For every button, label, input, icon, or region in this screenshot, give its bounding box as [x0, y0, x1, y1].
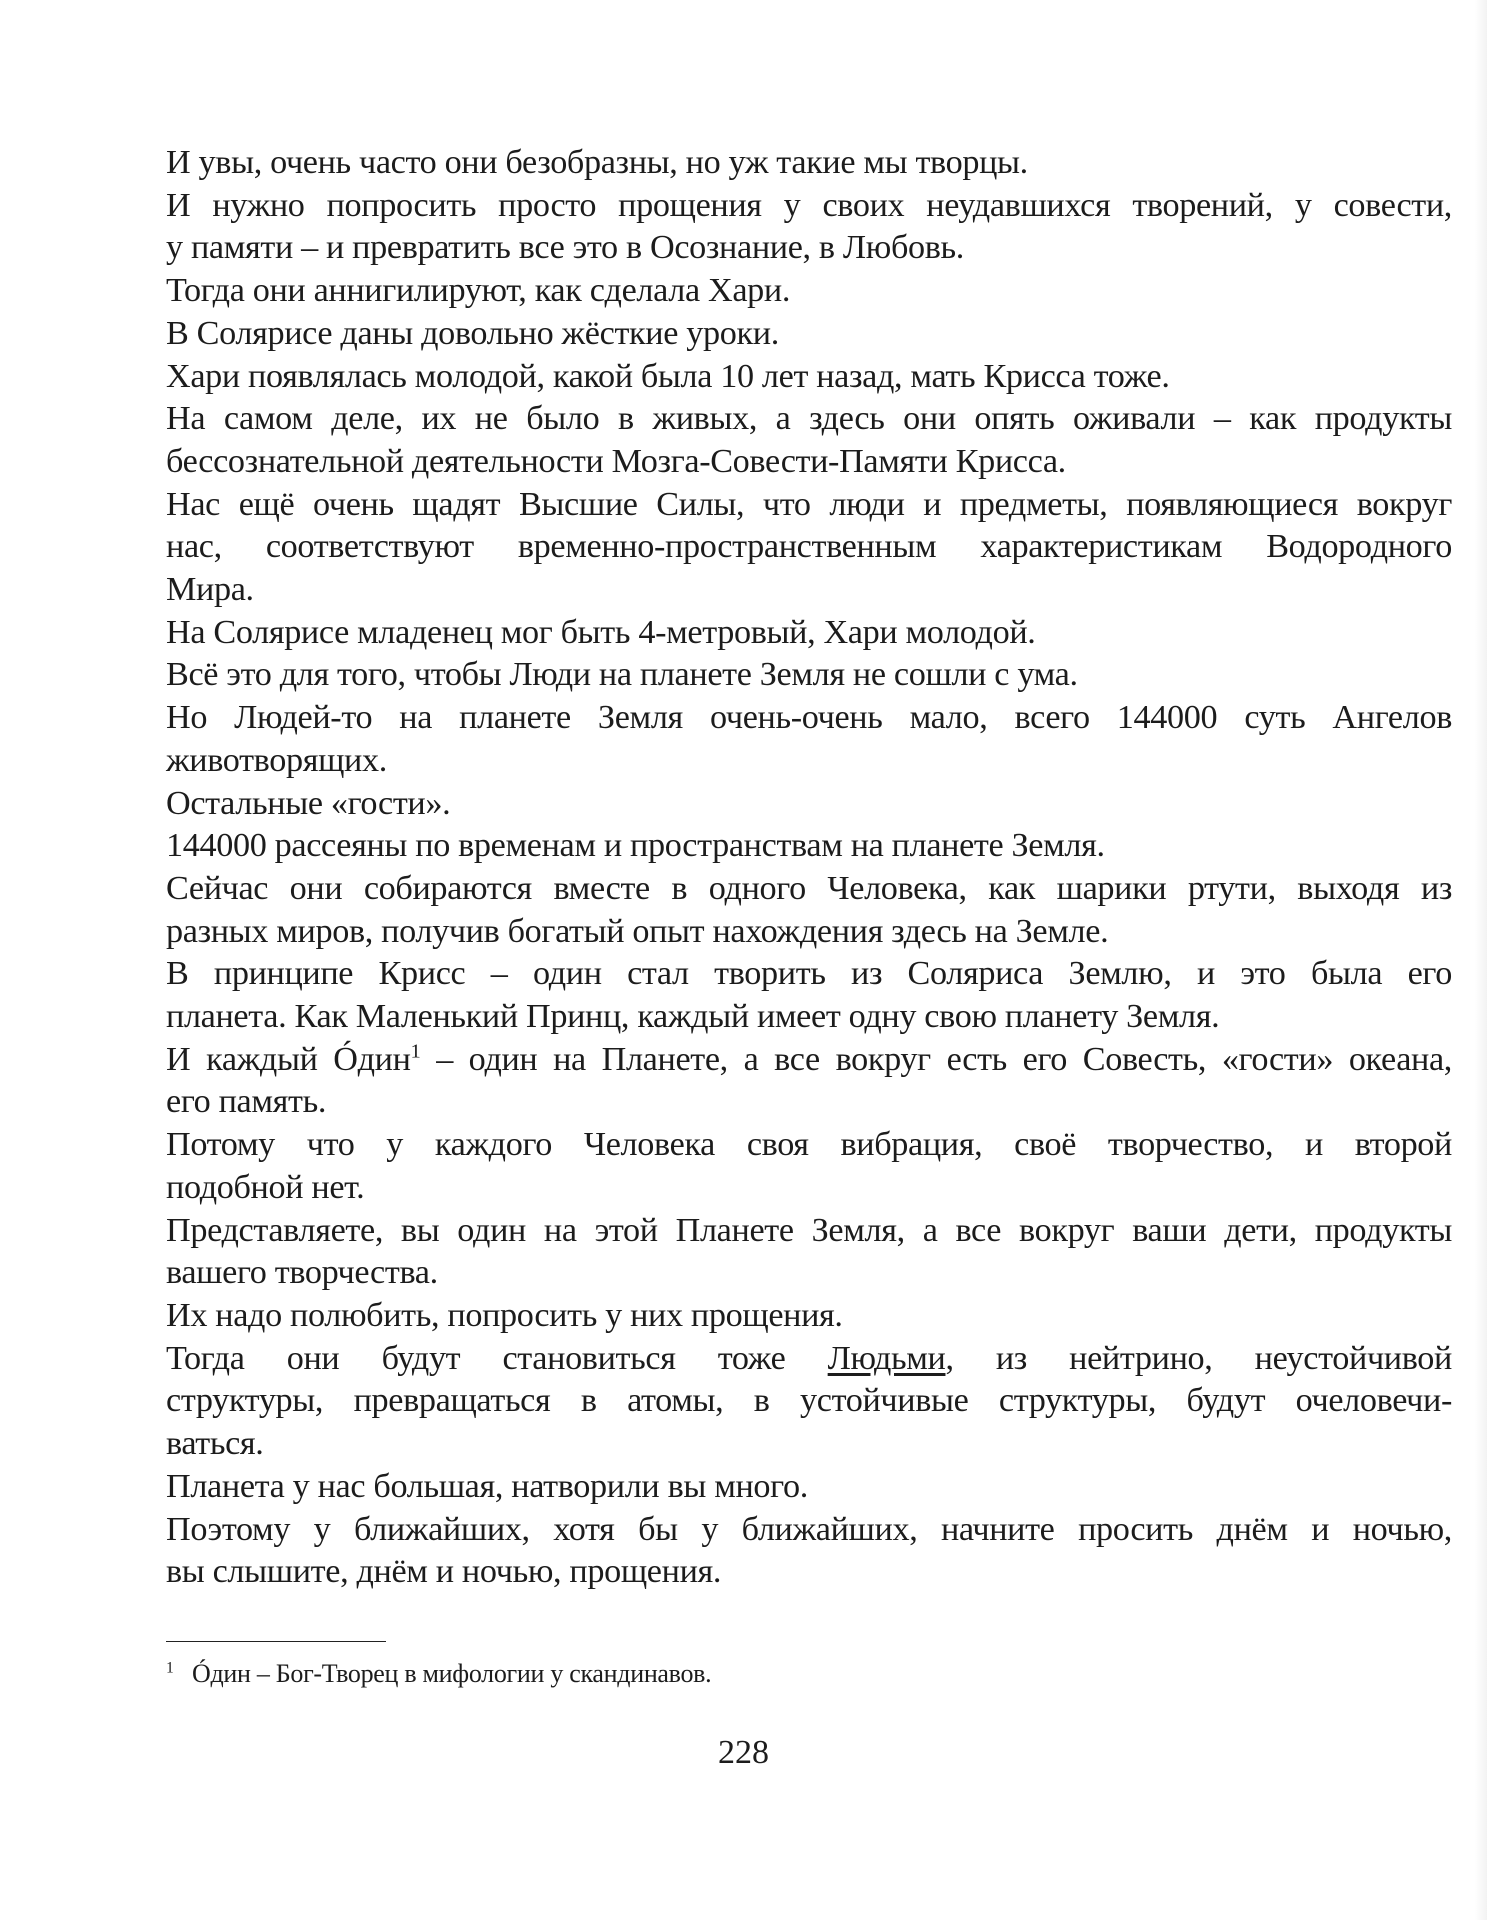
- text-line: вашего творчества.: [166, 1254, 438, 1292]
- text-line: В принципе Крисс – один стал творить из Соляриса Землю, и это была его: [166, 955, 1452, 993]
- paragraph: [166, 1039, 1452, 1124]
- text-line: И нужно попросить просто прощения у своих неудавшихся творений, у совести,: [166, 186, 1452, 224]
- footnote-text: Óдин – Бог-Творец в мифологии у скандинавов.: [192, 1659, 712, 1688]
- text-line: Мира.: [166, 571, 254, 609]
- text-line: разных миров, получив богатый опыт нахождения здесь на Земле.: [166, 912, 1109, 950]
- footnote: [166, 1658, 711, 1690]
- text-line: Потому что у каждого Человека своя вибрация, своё творчество, и второй: [166, 1126, 1452, 1164]
- text-line: Их надо полюбить, попросить у них прощения.: [166, 1296, 843, 1334]
- text-line: животворящих.: [166, 741, 387, 779]
- text-line: Поэтому у ближайших, хотя бы у ближайших, начните просить днём и ночью,: [166, 1510, 1452, 1548]
- text-line: На самом деле, их не было в живых, а здесь они опять оживали – как продукты: [166, 400, 1452, 438]
- text-line: планета. Как Маленький Принц, каждый имеет одну свою планету Земля.: [166, 998, 1220, 1036]
- paragraph: [166, 1295, 1452, 1338]
- text-line: ваться.: [166, 1425, 264, 1463]
- text-line: Хари появлялась молодой, какой была 10 лет назад, мать Крисса тоже.: [166, 357, 1170, 395]
- paragraph: [166, 1124, 1452, 1209]
- paragraph: [166, 612, 1452, 655]
- text-line: Остальные «гости».: [166, 784, 451, 822]
- text-line: нас, соответствуют временно-пространственным характеристикам Водородного: [166, 528, 1452, 566]
- page-number: 228: [718, 1734, 769, 1771]
- text-line: Всё это для того, чтобы Люди на планете Земля не сошли с ума.: [166, 656, 1078, 694]
- text-line: И каждый Óдин$^1$ – один на Планете, а все вокруг есть его Совесть, «гости» океана,: [166, 1040, 1452, 1078]
- paragraph: [166, 142, 1452, 185]
- text-line: структуры, превращаться в атомы, в устойчивые структуры, будут очеловечи-: [166, 1382, 1452, 1420]
- page-edge-shadow: [1475, 0, 1487, 1920]
- paragraph: [166, 484, 1452, 612]
- text-line: В Солярисе даны довольно жёсткие уроки.: [166, 314, 779, 352]
- text-line: вы слышите, днём и ночью, прощения.: [166, 1553, 722, 1591]
- text-line: Нас ещё очень щадят Высшие Силы, что люди и предметы, появляющиеся вокруг: [166, 485, 1452, 523]
- text-line: у памяти – и превратить все это в Осознание, в Любовь.: [166, 229, 964, 267]
- paragraph: [166, 313, 1452, 356]
- paragraph: [166, 1338, 1452, 1466]
- paragraph: [166, 1509, 1452, 1594]
- text-line: Но Людей-то на планете Земля очень-очень мало, всего 144000 суть Ангелов: [166, 699, 1452, 737]
- paragraph: [166, 185, 1452, 270]
- text-line: подобной нет.: [166, 1168, 365, 1206]
- paragraph: [166, 356, 1452, 399]
- paragraph: [166, 270, 1452, 313]
- text-line: И увы, очень часто они безобразны, но уж такие мы творцы.: [166, 144, 1028, 181]
- paragraph: [166, 1466, 1452, 1509]
- footnote-mark: 1: [166, 1659, 174, 1677]
- text-line: 144000 рассеяны по временам и пространствам на планете Земля.: [166, 827, 1105, 865]
- main-text: [166, 142, 1452, 1594]
- text-line: Сейчас они собираются вместе в одного Человека, как шарики ртути, выходя из: [166, 869, 1452, 907]
- paragraph: [166, 953, 1452, 1038]
- text-line: бессознательной деятельности Мозга-Совести-Памяти Крисса.: [166, 442, 1066, 480]
- paragraph: [166, 783, 1452, 826]
- paragraph: [166, 1210, 1452, 1295]
- text-line: Тогда они будут становиться тоже Людьми, из нейтрино, неустойчивой: [166, 1339, 1452, 1377]
- paragraph: [166, 868, 1452, 953]
- footnote-separator: [166, 1641, 386, 1642]
- paragraph: [166, 654, 1452, 697]
- paragraph: [166, 825, 1452, 868]
- text-line: Представляете, вы один на этой Планете Земля, а все вокруг ваши дети, продукты: [166, 1211, 1452, 1249]
- text-line: На Солярисе младенец мог быть 4-метровый, Хари молодой.: [166, 613, 1036, 651]
- text-line: его память.: [166, 1083, 327, 1121]
- paragraph: [166, 697, 1452, 782]
- paragraph: [166, 398, 1452, 483]
- text-line: Тогда они аннигилируют, как сделала Хари.: [166, 272, 791, 310]
- text-line: Планета у нас большая, натворили вы много.: [166, 1467, 808, 1505]
